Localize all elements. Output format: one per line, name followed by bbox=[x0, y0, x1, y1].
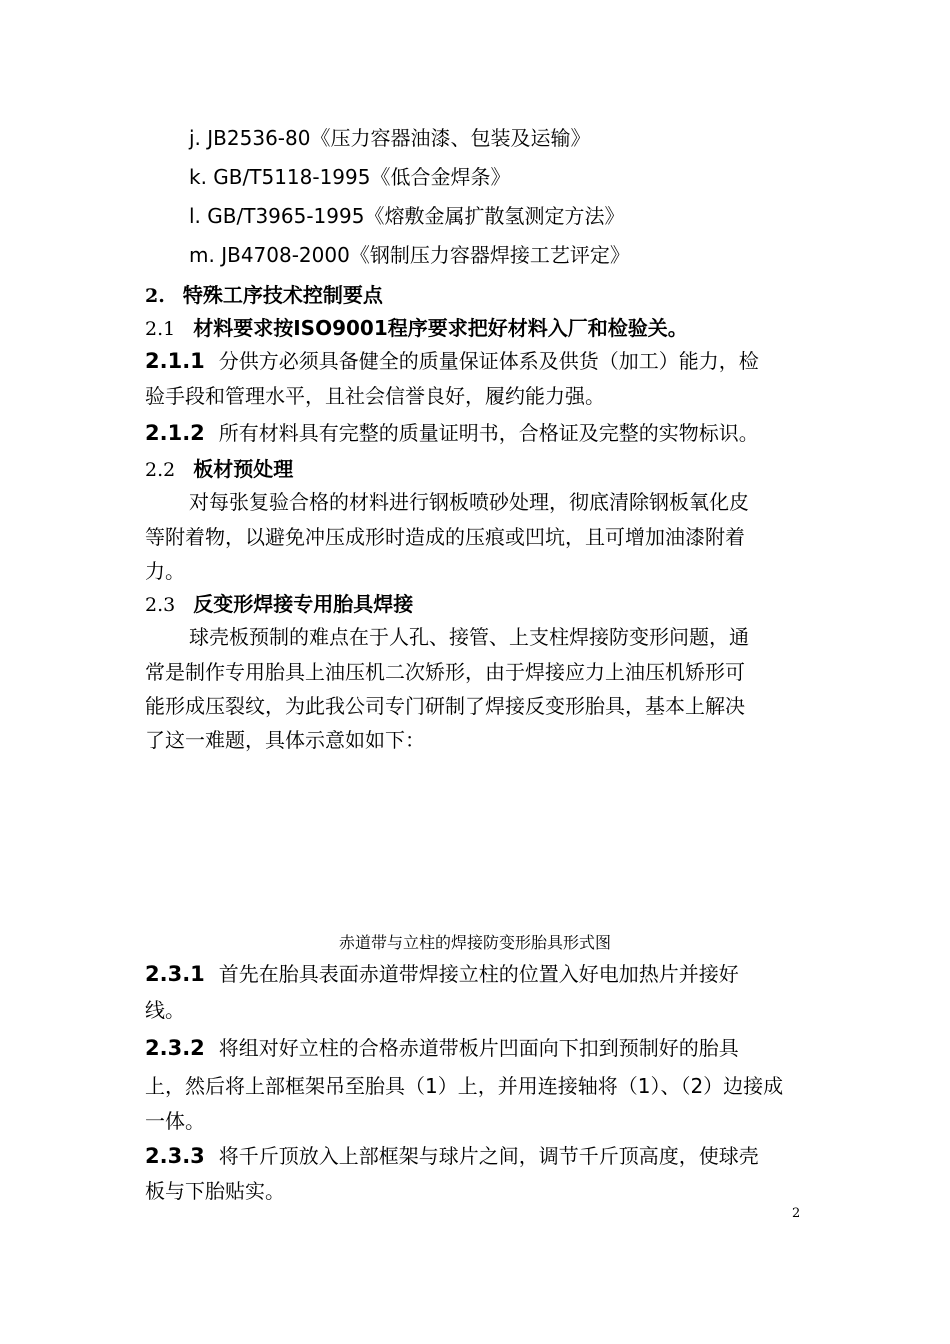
section-title: 反变形焊接专用胎具焊接 bbox=[193, 592, 414, 616]
paragraph-text: 所有材料具有完整的质量证明书，合格证及完整的实物标识。 bbox=[218, 421, 759, 445]
paragraph-text: 首先在胎具表面赤道带焊接立柱的位置入好电加热片并接好 bbox=[218, 962, 739, 986]
paragraph-2-3-1-line-2: 线。 bbox=[145, 998, 185, 1022]
paragraph-text: 将千斤顶放入上部框架与球片之间，调节千斤顶高度，使球壳 bbox=[218, 1144, 759, 1168]
paragraph-2-3-line-4: 了这一难题，具体示意如如下： bbox=[145, 728, 425, 752]
section-2-2-heading bbox=[145, 455, 293, 484]
section-title: 板材预处理 bbox=[193, 457, 294, 481]
paragraph-2-3-3-line-2: 板与下胎贴实。 bbox=[145, 1179, 285, 1203]
figure-caption: 赤道带与立柱的焊接防变形胎具形式图 bbox=[338, 933, 611, 952]
section-title: 特殊工序技术控制要点 bbox=[182, 283, 383, 307]
reference-item-l: l. GB/T3965-1995《熔敷金属扩散氢测定方法》 bbox=[189, 204, 625, 228]
reference-item-j: j. JB2536-80《压力容器油漆、包装及运输》 bbox=[189, 126, 591, 150]
page-number: 2 bbox=[792, 1206, 801, 1221]
paragraph-2-3-1-line-1 bbox=[145, 960, 739, 988]
paragraph-2-3-line-2: 常是制作专用胎具上油压机二次矫形，由于焊接应力上油压机矫形可 bbox=[145, 660, 745, 684]
paragraph-2-3-2-line-2: 上，然后将上部框架吊至胎具（1）上，并用连接轴将（1）、（2）边接成 bbox=[145, 1074, 784, 1098]
section-number: 2. bbox=[145, 285, 165, 307]
section-2-3-heading bbox=[145, 590, 413, 619]
paragraph-text: 分供方必须具备健全的质量保证体系及供货（加工）能力，检 bbox=[218, 349, 759, 373]
paragraph-text: 将组对好立柱的合格赤道带板片凹面向下扣到预制好的胎具 bbox=[218, 1036, 739, 1060]
paragraph-2-3-2-line-3: 一体。 bbox=[145, 1109, 205, 1133]
paragraph-2-1-2-line-1 bbox=[145, 419, 759, 447]
paragraph-2-1-1-line-2: 验手段和管理水平，且社会信誉良好，履约能力强。 bbox=[145, 384, 605, 408]
clause-number: 2.1.1 bbox=[145, 349, 205, 373]
section-number: 2.3 bbox=[145, 594, 176, 616]
paragraph-2-3-line-3: 能形成压裂纹，为此我公司专门研制了焊接反变形胎具，基本上解决 bbox=[145, 694, 745, 718]
section-number: 2.2 bbox=[145, 459, 176, 481]
section-title: 材料要求按ISO9001程序要求把好材料入厂和检验关。 bbox=[193, 316, 688, 340]
paragraph-2-2-line-3: 力。 bbox=[145, 559, 185, 583]
paragraph-2-2-line-2: 等附着物，以避免冲压成形时造成的压痕或凹坑，且可增加油漆附着 bbox=[145, 525, 745, 549]
clause-number: 2.3.3 bbox=[145, 1144, 205, 1168]
clause-number: 2.1.2 bbox=[145, 421, 205, 445]
paragraph-2-3-2-line-1 bbox=[145, 1034, 739, 1062]
paragraph-2-3-line-1: 球壳板预制的难点在于人孔、接管、上支柱焊接防变形问题，通 bbox=[189, 625, 749, 649]
paragraph-2-1-1-line-1 bbox=[145, 347, 759, 375]
reference-item-m: m. JB4708-2000《钢制压力容器焊接工艺评定》 bbox=[189, 243, 630, 267]
section-number: 2.1 bbox=[145, 318, 176, 340]
paragraph-2-2-line-1: 对每张复验合格的材料进行钢板喷砂处理，彻底清除钢板氧化皮 bbox=[189, 490, 749, 514]
clause-number: 2.3.1 bbox=[145, 962, 205, 986]
reference-item-k: k. GB/T5118-1995《低合金焊条》 bbox=[189, 165, 511, 189]
paragraph-2-3-3-line-1 bbox=[145, 1142, 759, 1170]
clause-number: 2.3.2 bbox=[145, 1036, 205, 1060]
section-2-1-heading bbox=[145, 314, 688, 343]
section-2-heading bbox=[145, 281, 383, 310]
